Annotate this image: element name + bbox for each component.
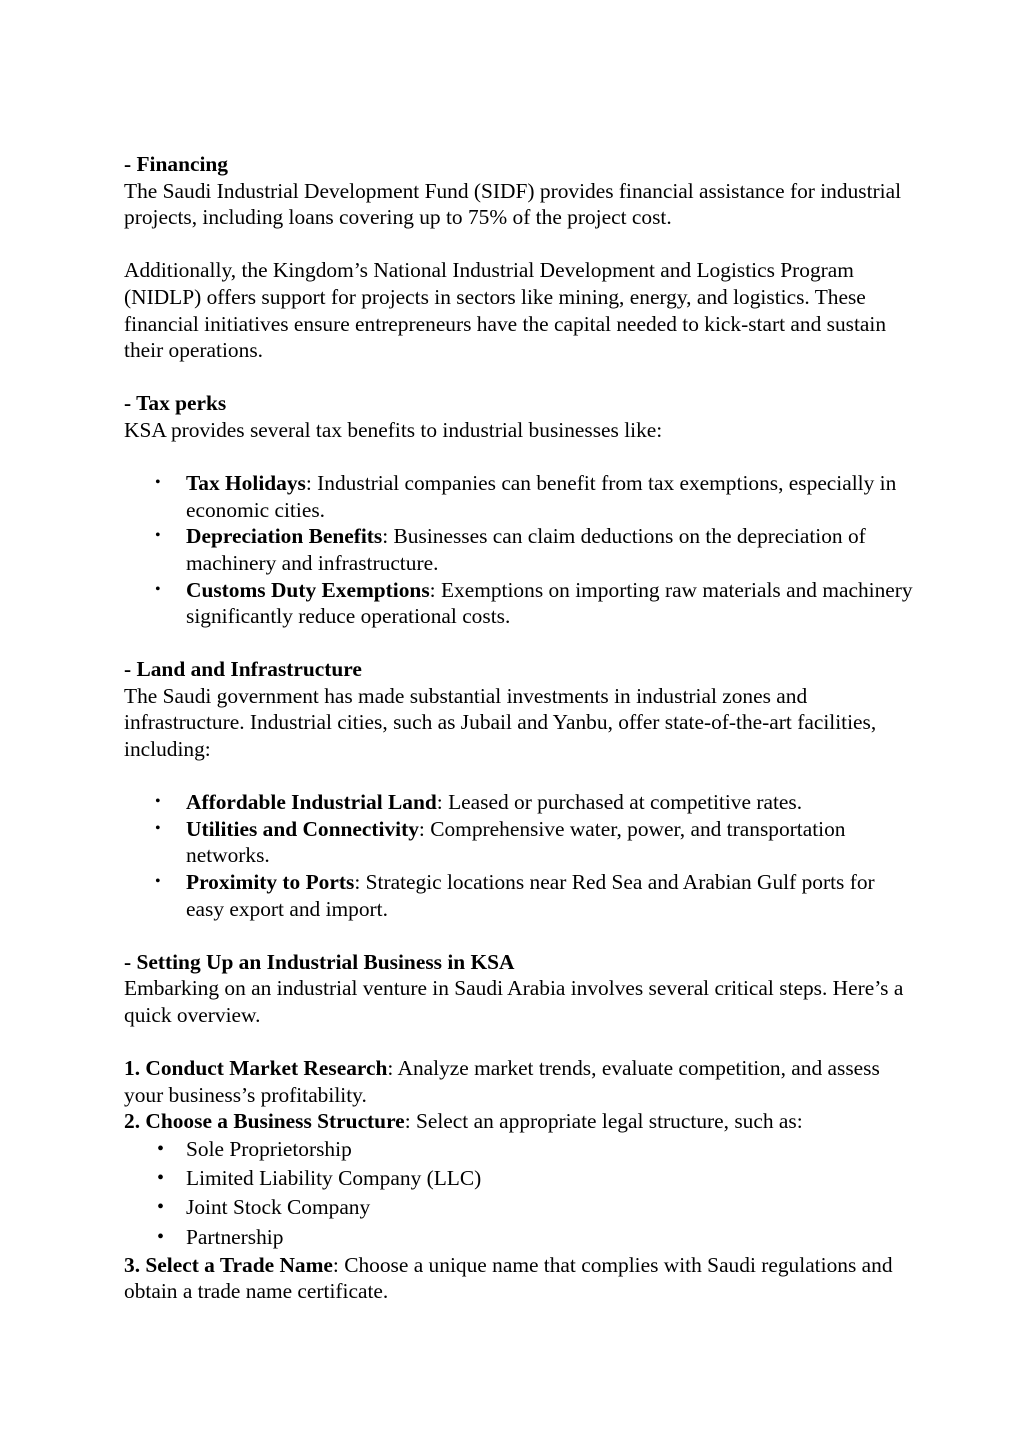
land-facilities-list [124, 789, 914, 922]
step-3-text: : Choose a unique name that complies with Saudi regulations and obtain a trade name certificate. [124, 1252, 893, 1304]
list-item-text: : Exemptions on importing raw materials and machinery significantly reduce operational costs. [186, 577, 913, 629]
list-item [186, 869, 914, 922]
land-heading: - Land and Infrastructure [124, 657, 362, 682]
list-item-text: : Industrial companies can benefit from tax exemptions, especially in economic cities. [186, 471, 897, 522]
tax-benefits-list [124, 470, 914, 630]
list-item-term: Affordable Industrial Land [186, 790, 437, 815]
step-2-text: : Select an appropriate legal structure, such as: [404, 1109, 803, 1134]
financing-paragraph-1: The Saudi Industrial Development Fund (SIDF) provides financial assistance for industrial projects, including loans covering up to 75% of the project cost. [124, 178, 902, 230]
list-item [186, 816, 914, 869]
land-intro: The Saudi government has made substantial investments in industrial zones and infrastructure. Industrial cities, such as Jubail and Yanbu, offer state-of-the-art facilities, including: [124, 683, 877, 762]
list-item [186, 523, 914, 576]
tax-heading: - Tax perks [124, 391, 227, 416]
list-item [186, 470, 914, 523]
step-3 [124, 1252, 914, 1305]
document-page [124, 151, 914, 1305]
list-item: • Joint Stock Company [186, 1193, 914, 1222]
list-item-term: Tax Holidays [186, 471, 306, 496]
tax-intro: KSA provides several tax benefits to industrial businesses like: [124, 417, 663, 442]
step-1-text: : Analyze market trends, evaluate competition, and assess your business’s profitability. [124, 1056, 880, 1107]
list-item-text: : Comprehensive water, power, and transportation networks. [186, 816, 846, 868]
list-item-term: Proximity to Ports [186, 870, 355, 895]
list-item-term: Utilities and Connectivity [186, 816, 419, 841]
setup-heading: - Setting Up an Industrial Business in KSA [124, 949, 515, 974]
list-item-text: : Strategic locations near Red Sea and Arabian Gulf ports for easy export and import. [186, 870, 875, 921]
list-item: • Partnership [186, 1223, 914, 1252]
list-item-term: Customs Duty Exemptions [186, 577, 430, 602]
list-item-term: Depreciation Benefits [186, 524, 383, 549]
step-3-term: 3. Select a Trade Name [124, 1252, 333, 1277]
list-item-text: : Businesses can claim deductions on the depreciation of machinery and infrastructure. [186, 524, 866, 575]
list-item: • Sole Proprietorship [186, 1135, 914, 1164]
step-1 [124, 1055, 914, 1108]
setup-intro: Embarking on an industrial venture in Saudi Arabia involves several critical steps. Here’s a quick overview. [124, 976, 904, 1027]
list-item: • Limited Liability Company (LLC) [186, 1164, 914, 1193]
list-item [186, 789, 914, 816]
business-structure-list [124, 1135, 914, 1252]
step-1-term: 1. Conduct Market Research [124, 1056, 388, 1081]
step-2 [124, 1108, 914, 1135]
step-2-term: 2. Choose a Business Structure [124, 1109, 405, 1134]
financing-heading: - Financing [124, 152, 228, 176]
financing-paragraph-2: Additionally, the Kingdom’s National Industrial Development and Logistics Program (NIDLP) offers support for projects in sectors like mining, energy, and logistics. These financial initiatives ensure entrepreneurs have the capital needed to kick-start and sustain their operations. [124, 258, 887, 363]
list-item [186, 577, 914, 630]
list-item-text: : Leased or purchased at competitive rates. [436, 790, 803, 815]
